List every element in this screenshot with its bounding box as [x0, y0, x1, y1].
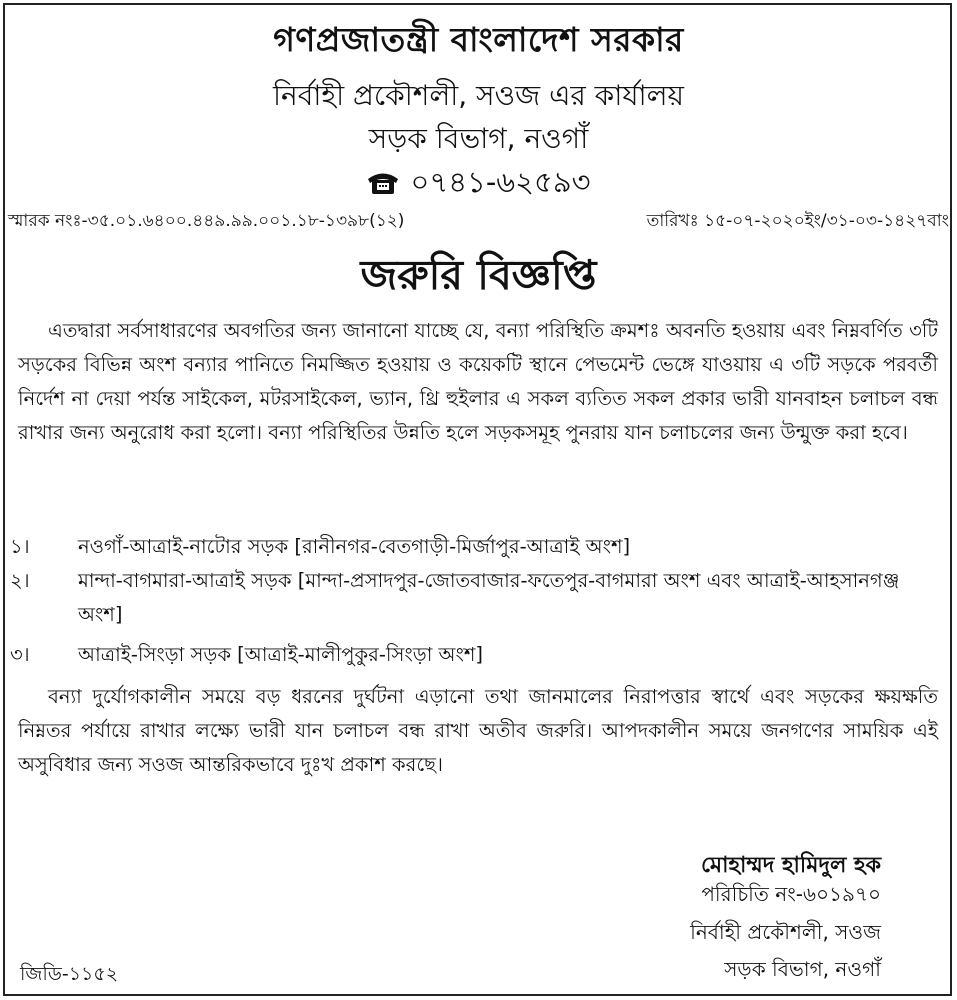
- division-name: সড়ক বিভাগ, নওগাঁ: [368, 122, 589, 155]
- road-name: নওগাঁ-আত্রাই-নাটোর সড়ক [রানীনগর-বেতগাড়ী-মির্জাপুর-আত্রাই অংশ]: [78, 535, 631, 558]
- signatory-name: মোহাম্মদ হামিদুল হক: [700, 853, 881, 878]
- signatory-title: নির্বাহী প্রকৌশলী, সওজ: [690, 920, 881, 944]
- road-number: ৩।: [10, 643, 30, 666]
- notice-intro-paragraph: এতদ্বারা সর্বসাধারণের অবগতির জন্য জানানো যাচ্ছে যে, বন্যা পরিস্থিতি ক্রমশঃ অবনতি হওয়ায় এবং নিম্নবর্ণিত ৩টি সড়কের বিভিন্ন অংশ বন্যার পানিতে নিমজ্জিত হওয়ায় ও কয়েকটি স্থানে পেভমেন্ট ভেঙ্গে যাওয়ায় এ ৩টি সড়কে পরবর্তী নির্দেশ না দেয়া পর্যন্ত সাইকেল, মটরসাইকেল, ভ্যান, থ্রি হুইলার এ সকল ব্যতিত সকল প্রকার ভারী যানবাহন চলাচল বন্ধ রাখার জন্য অনুরোধ করা হলো। বন্যা পরিস্থিতির উন্নতি হলে সড়কসমূহ পুনরায় যান চলাচলের জন্য উন্মুক্ত করা হবে।: [18, 319, 938, 444]
- road-name: মান্দা-বাগমারা-আত্রাই সড়ক [মান্দা-প্রসাদপুর-জোতবাজার-ফতেপুর-বাগমারা অংশ এবং আত্রাই-আহসানগঞ্জ অংশ]: [78, 569, 900, 626]
- notice-title: জরুরি বিজ্ঞপ্তি: [360, 251, 597, 299]
- road-name: আত্রাই-সিংড়া সড়ক [আত্রাই-মালীপুকুর-সিংড়া অংশ]: [78, 643, 483, 666]
- memo-number: স্মারক নংঃ-৩৫.০১.৬৪০০.৪৪৯.৯৯.০০১.১৮-১৩৯৮(১২): [8, 211, 405, 231]
- phone-number: ০৭৪১-৬২৫৯৩: [410, 165, 591, 199]
- office-name: নির্বাহী প্রকৌশলী, সওজ এর কার্যালয়: [272, 79, 684, 112]
- signatory-department: সড়ক বিভাগ, নওগাঁ: [724, 957, 881, 981]
- signatory-id: পরিচিতি নং-৬০১৯৭০: [701, 882, 881, 906]
- phone-line: [0, 160, 957, 209]
- notice-date: তারিখঃ ১৫-০৭-২০২০ইং/৩১-০৩-১৪২৭বাং: [646, 211, 949, 231]
- gd-number: জিডি-১১৫২: [20, 963, 119, 985]
- road-number: ২।: [10, 569, 30, 592]
- government-heading: গণপ্রজাতন্ত্রী বাংলাদেশ সরকার: [273, 20, 684, 59]
- road-number: ১।: [10, 535, 30, 558]
- telephone-icon: [366, 169, 400, 203]
- closing-paragraph: বন্যা দুর্যোগকালীন সময়ে বড় ধরনের দুর্ঘটনা এড়ানো তথা জানমালের নিরাপত্তার স্বার্থে এবং সড়কের ক্ষয়ক্ষতি নিম্নতর পর্যায়ে রাখার লক্ষ্যে ভারী যান চলাচল বন্ধ রাখা অতীব জরুরি। আপদকালীন সময়ে জনগণের সাময়িক এই অসুবিধার জন্য সওজ আন্তরিকভাবে দুঃখ প্রকাশ করছে।: [18, 685, 938, 776]
